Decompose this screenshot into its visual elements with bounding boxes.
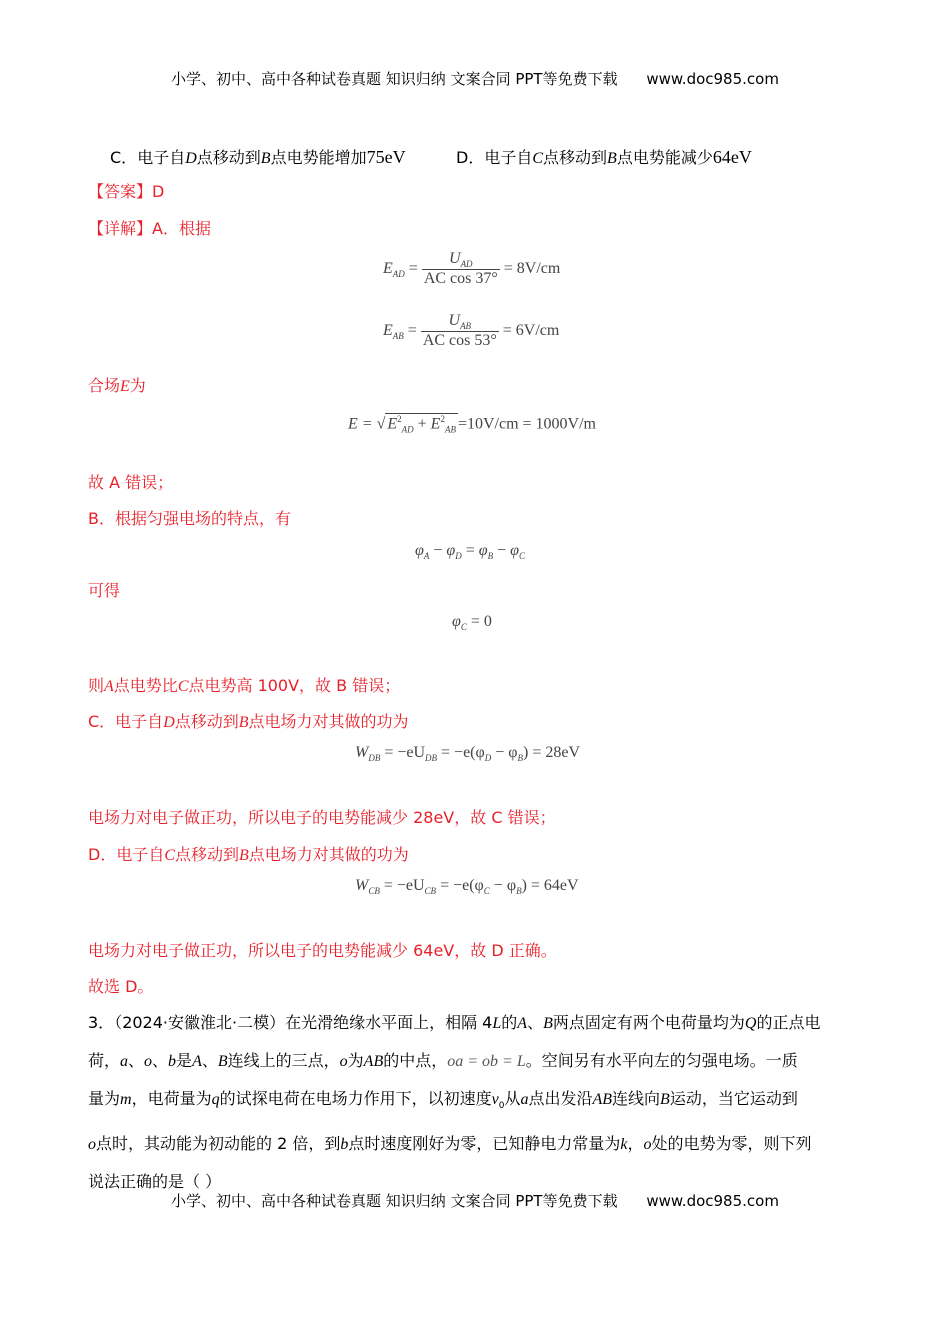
b-line: B．根据匀强电场的特点，有 bbox=[88, 509, 291, 528]
option-d: D．电子自C点移动到B点电势能减少64eV bbox=[456, 147, 752, 167]
d-line: D．电子自C点移动到B点电场力对其做的功为 bbox=[88, 845, 409, 864]
b-conclusion: 则A点电势比C点电势高 100V，故 B 错误； bbox=[88, 676, 401, 695]
a-wrong: 故 A 错误； bbox=[88, 473, 174, 492]
equation-eab: $E_{AB}$ = $\frac{U_{AB}}{\text{AC cos 53°}}$ = 6V/cm bbox=[383, 312, 560, 350]
q3-line-5: 说法正确的是（ ） bbox=[88, 1172, 222, 1192]
answer-line: 【答案】D bbox=[88, 182, 165, 201]
header-site: www.doc985.com bbox=[646, 70, 779, 88]
detail-line: 【详解】A．根据 bbox=[88, 219, 211, 238]
choose-line: 故选 D。 bbox=[88, 977, 154, 996]
kede-line: 可得 bbox=[88, 581, 121, 600]
equation-potential-relation: $\varphi_A - \varphi_D = \varphi_B - \varphi_C$ bbox=[415, 542, 526, 562]
page-header bbox=[0, 68, 950, 89]
footer-site: www.doc985.com bbox=[646, 1192, 779, 1210]
d-conclusion: 电场力对电子做正功，所以电子的电势能减少 64eV，故 D 正确。 bbox=[88, 941, 557, 960]
equation-phi-c: $\varphi_C = 0$ bbox=[452, 613, 492, 633]
question-3 bbox=[88, 1004, 868, 1200]
q3-line-2: 荷，a、o、b是A、B连线上的三点，o为AB的中点，oa = ob = L。空间另有水平向左的匀强电场。一质 bbox=[88, 1051, 798, 1070]
c-line: C．电子自D点移动到B点电场力对其做的功为 bbox=[88, 712, 409, 731]
c-conclusion: 电场力对电子做正功，所以电子的电势能减少 28eV，故 C 错误； bbox=[88, 808, 556, 827]
q3-line-4: o点时，其动能为初动能的 2 倍，到b点时速度刚好为零，已知静电力常量为k，o处的电势为零，则下列 bbox=[88, 1134, 812, 1154]
q3-line-1: 3．（2024·安徽淮北·二模）在光滑绝缘水平面上，相隔 4L的A、B两点固定有两个电荷量均为Q的正点电 bbox=[88, 1013, 821, 1032]
footer-text: 小学、初中、高中各种试卷真题 知识归纳 文案合同 PPT等免费下载 bbox=[171, 1192, 618, 1210]
equation-wdb: $W_{DB} = -eU_{DB} = -e(\varphi_D - \varphi_B) = 28eV$ bbox=[355, 744, 581, 764]
equation-ead: $E_{AD}$ = $\frac{U_{AD}}{\text{AC cos 37°}}$ = 8V/cm bbox=[383, 250, 561, 288]
header-text: 小学、初中、高中各种试卷真题 知识归纳 文案合同 PPT等免费下载 bbox=[171, 70, 618, 88]
q3-line-3: 量为m，电荷量为q的试探电荷在电场力作用下，以初速度$v_0$从a点出发沿AB连线向B运动，当它运动到 bbox=[88, 1089, 798, 1112]
page-footer bbox=[0, 1190, 950, 1211]
equation-wcb: $W_{CB} = -eU_{CB} = -e(\varphi_C - \varphi_B) = 64eV$ bbox=[355, 877, 579, 897]
option-c: C．电子自D点移动到B点电势能增加75eV bbox=[110, 147, 406, 167]
combine-line: 合场E为 bbox=[88, 376, 146, 395]
equation-e-total: E = √ $E^2_{AD} + E^2_{AB} =10V/cm = 1000V/m$ bbox=[348, 414, 596, 435]
